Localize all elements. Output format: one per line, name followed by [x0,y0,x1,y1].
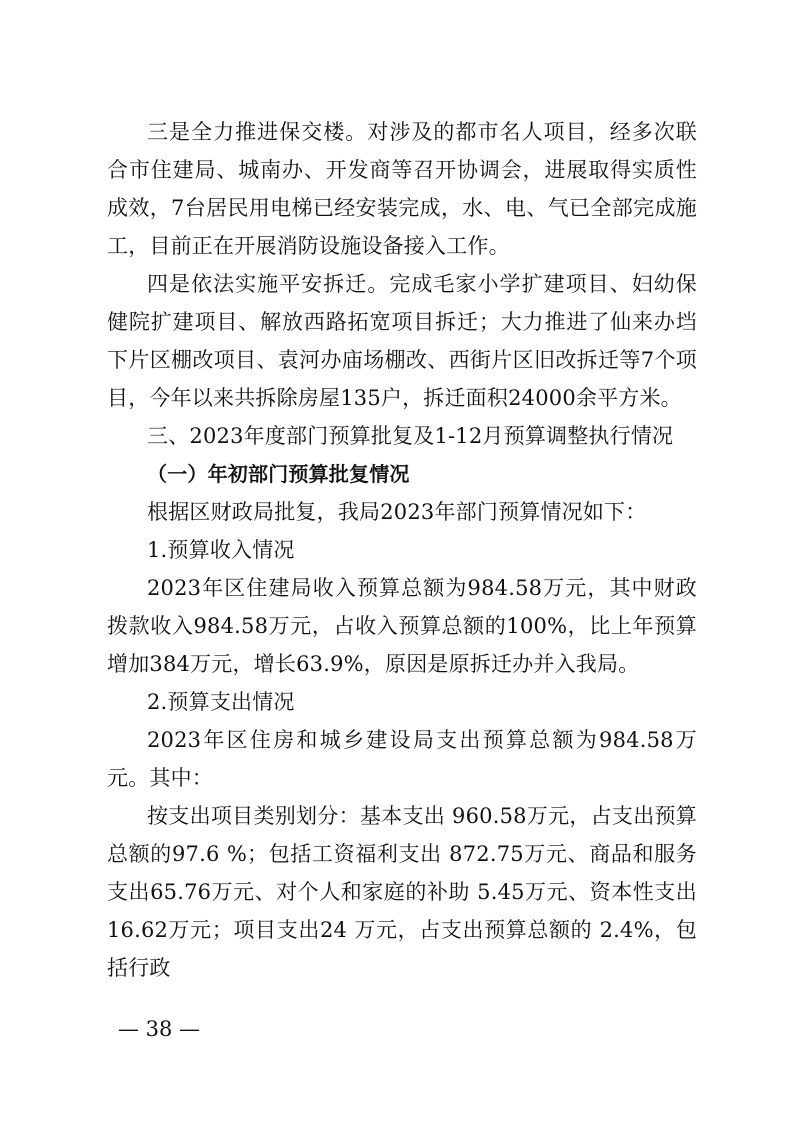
paragraph-expenditure-total: 2023年区住房和城乡建设局支出预算总额为984.58万元。其中： [107,728,697,790]
subsection-heading-approval: （一）年初部门预算批复情况 [147,462,410,486]
paragraph-income: 2023年区住建局收入预算总额为984.58万元，其中财政拨款收入984.58万元，占收入预算总额的100%，比上年预算增加384万元，增长63.9%，原因是原拆迁办并入我局。 [107,576,697,676]
paragraph-demolition: 四是依法实施平安拆迁。完成毛家小学扩建项目、妇幼保健院扩建项目、解放西路拓宽项目拆迁；大力推进了仙来办垱下片区棚改项目、袁河办庙场棚改、西街片区旧改拆迁等7个项目，今年以来共拆除房屋135户，拆迁面积24000余平方米。 [107,272,697,410]
item-heading-income: 1.预算收入情况 [147,538,295,562]
section-heading-budget: 三、2023年度部门预算批复及1-12月预算调整执行情况 [147,424,674,448]
paragraph-approval-intro: 根据区财政局批复，我局2023年部门预算情况如下： [147,500,647,524]
paragraph-guarantee-delivery: 三是全力推进保交楼。对涉及的都市名人项目，经多次联合市住建局、城南办、开发商等召开协调会，进展取得实质性成效，7台居民用电梯已经安装完成，水、电、气已全部完成施工，目前正在开展消防设施设备接入工作。 [107,120,697,258]
paragraph-expenditure-breakdown: 按支出项目类别划分：基本支出 960.58万元，占支出预算总额的97.6 %；包括工资福利支出 872.75万元、商品和服务支出65.76万元、对个人和家庭的补助 5.45万元、资本性支出16.62万元；项目支出24 万元，占支出预算总额的 2.4%，包括行政 [107,804,697,980]
page-number: — 38 — [118,1017,201,1041]
document-body [107,113,697,987]
item-heading-expenditure: 2.预算支出情况 [147,690,295,714]
